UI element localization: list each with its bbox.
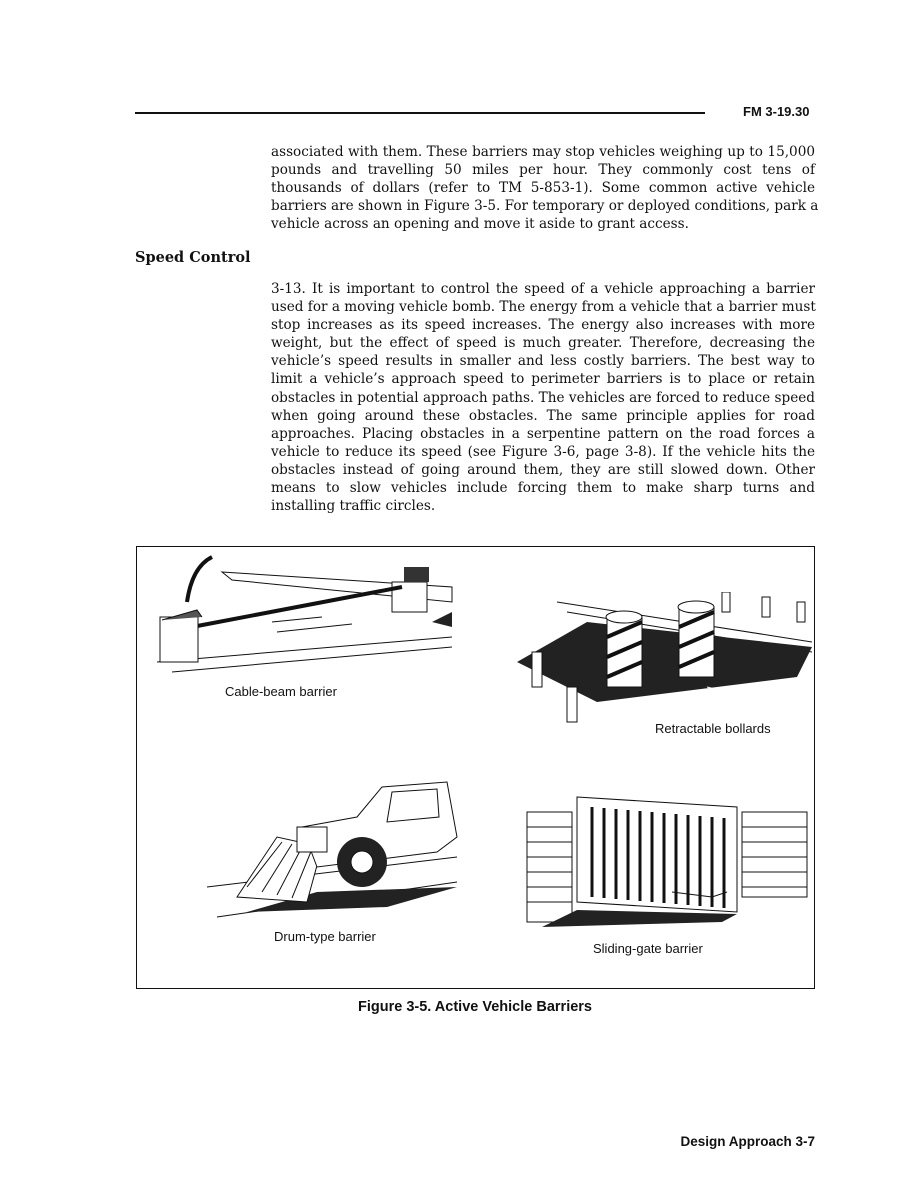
paragraph-3-13 [271,280,815,515]
text-line: obstacles in potential approach paths. The vehicles are forced to reduce speed [271,389,815,406]
text-line: thousands of dollars (refer to TM 5-853-1). Some common active vehicle [271,180,815,197]
text-line: vehicle to reduce its speed (see Figure 3-6, page 3-8). If the vehicle hits the [271,443,815,460]
header-rule [135,112,705,114]
label-drum-type: Drum-type barrier [274,929,376,944]
text-line: means to slow vehicles include forcing them to make sharp turns and [271,480,815,497]
page-footer: Design Approach 3-7 [680,1134,815,1149]
text-line: approaches. Placing obstacles in a serpentine pattern on the road forces a [271,425,815,442]
text-line: used for a moving vehicle bomb. The energy from a vehicle that a barrier must [271,299,816,316]
label-cable-beam: Cable-beam barrier [225,684,337,699]
text-line: pounds and travelling 50 miles per hour. They commonly cost tens of [271,162,815,179]
text-line: vehicle across an opening and move it aside to grant access. [271,216,689,233]
document-id: FM 3-19.30 [743,104,810,119]
text-line: vehicle’s speed results in smaller and less costly barriers. The best way to [271,353,815,370]
text-line: weight, but the effect of speed is much greater. Therefore, decreasing the [271,335,815,352]
text-line: installing traffic circles. [271,498,436,515]
text-line: limit a vehicle’s approach speed to perimeter barriers is to place or retain [271,371,815,388]
text-line: 3-13. It is important to control the speed of a vehicle approaching a barrier [271,281,815,297]
figure-caption: Figure 3-5. Active Vehicle Barriers [358,999,592,1015]
text-line: stop increases as its speed increases. The energy also increases with more [271,317,815,334]
section-heading: Speed Control [135,249,251,266]
text-line: when going around these obstacles. The same principle applies for road [271,407,815,424]
drum-type-illustration [207,777,467,922]
retractable-bollards-illustration [507,592,812,742]
label-sliding-gate: Sliding-gate barrier [593,941,703,956]
label-retractable-bollards: Retractable bollards [655,721,771,736]
cable-beam-illustration [152,552,462,677]
text-line: barriers are shown in Figure 3-5. For temporary or deployed conditions, park a [271,198,819,215]
text-line: associated with them. These barriers may stop vehicles weighing up to 15,000 [271,144,815,160]
figure-box [136,546,815,989]
paragraph-active-barriers [271,143,819,233]
text-line: obstacles instead of going around them, they are still slowed down. Other [271,461,815,478]
sliding-gate-illustration [522,792,812,932]
